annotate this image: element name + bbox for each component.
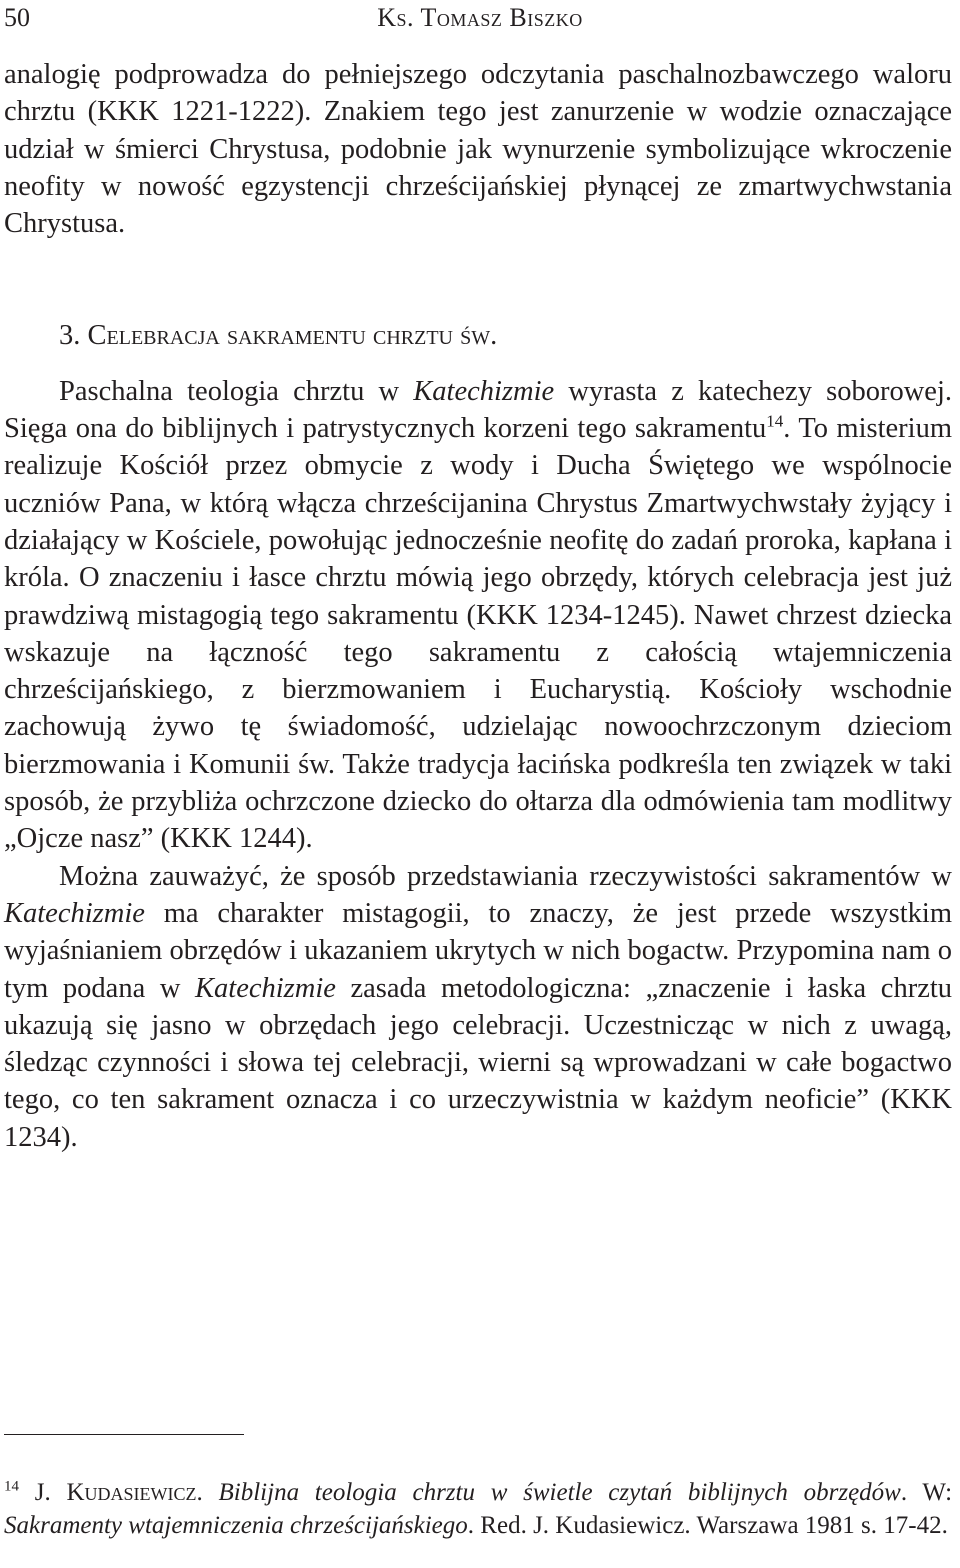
footnote-author-name: Kudasiewicz bbox=[66, 1479, 197, 1506]
footnote-separator-1: . bbox=[196, 1479, 219, 1506]
footnote-title: Biblijna teologia chrztu w świetle czytań biblijnych obrzędów bbox=[218, 1479, 901, 1506]
footnote-author-initial: J. bbox=[34, 1479, 67, 1506]
paragraph-3-text-2: ma charakter mistagogii, to znaczy, że jest przede wszystkim wyjaśnianiem obrzędów i ukazaniem ukrytych w nich bogactw. Przypomina nam o tym podana w bbox=[4, 897, 952, 1004]
footnote-separator-2: . W: bbox=[900, 1479, 953, 1506]
paragraph-2 bbox=[4, 373, 952, 858]
paragraph-2-text-2: wyrasta z katechezy soborowej. Sięga ona do biblijnych i patrystycznych korzeni tego sakramentu bbox=[4, 375, 952, 445]
paragraph-3-italic-2: Katechizmie bbox=[195, 972, 336, 1004]
paragraph-1: analogię podprowadza do pełniejszego odczytania paschalnozbawczego waloru chrztu (KKK 1221-1222). Znakiem tego jest zanurzenie w wodzie oznaczające udział w śmierci Chrystusa, podobnie jak wynurzenie symbolizujące wkroczenie neofity w nowość egzystencji chrześcijańskiej płynącej ze zmartwychwstania Chrystusa. bbox=[4, 59, 952, 240]
section-number: 3. bbox=[59, 320, 81, 352]
footnote-reference[interactable]: 14 bbox=[766, 411, 784, 431]
section-heading bbox=[4, 317, 952, 354]
paragraph-3-text-1: Można zauważyć, że sposób przedstawiania rzeczywistości sakramentów w bbox=[59, 860, 952, 892]
footnote-book: Sakramenty wtajemniczenia chrześcijańskiego bbox=[4, 1512, 468, 1539]
running-head: Ks. Tomasz Biszko bbox=[377, 3, 583, 32]
paragraph-3-text-3: zasada metodologiczna: „znaczenie i łaska chrztu ukazują się jasno w obrzędach jego celebracji. Uczestnicząc w nich z uwagą, śledząc czynności i słowa tej celebracji, wierni są wprowadzani w całe bogactwo tego, co ten sakrament oznacza i co urzeczywistnia w każdym neoficie” (KKK 1234). bbox=[4, 972, 953, 1153]
paragraph-3-italic-1: Katechizmie bbox=[4, 897, 145, 929]
page-header bbox=[4, 0, 956, 36]
footnote-divider bbox=[4, 1434, 244, 1435]
footnote-number: 14 bbox=[4, 1478, 19, 1495]
paragraph-3 bbox=[4, 858, 952, 1156]
page-number: 50 bbox=[4, 3, 30, 32]
footnote-14 bbox=[4, 1476, 952, 1542]
section-title: Celebracja sakramentu chrztu św. bbox=[87, 320, 498, 352]
body-text bbox=[4, 56, 952, 1156]
paragraph-2-italic-1: Katechizmie bbox=[413, 375, 555, 407]
paragraph-2-text-1: Paschalna teologia chrztu w bbox=[59, 375, 414, 407]
footnote-rest: . Red. J. Kudasiewicz. Warszawa 1981 s. 17-42. bbox=[467, 1512, 948, 1539]
paragraph-2-text-3: . To misterium realizuje Kościół przez obmycie z wody i Ducha Świętego we wspólnocie uczniów Pana, w którą włącza chrześcijanina Chrystus Zmartwychwstały żyjący i działający w Kościele, powołując jednocześnie neofitę do zadań proroka, kapłana i króla. O znaczeniu i łasce chrztu mówią jego obrzędy, których celebracja jest już prawdziwą mistagogią tego sakramentu (KKK 1234-1245). Nawet chrzest dziecka wskazuje na łączność tego sakramentu z całością wtajemniczenia chrześcijańskiego, z bierzmowaniem i Eucharystią. Kościoły wschodnie zachowują żywo tę świadomość, udzielając nowoochrzczonym dzieciom bierzmowania i Komunii św. Także tradycja łacińska podkreśla ten związek w taki sposób, że przybliża ochrzczone dziecko do ołtarza dla odmówienia tam modlitwy „Ojcze nasz” (KKK 1244). bbox=[4, 413, 952, 855]
